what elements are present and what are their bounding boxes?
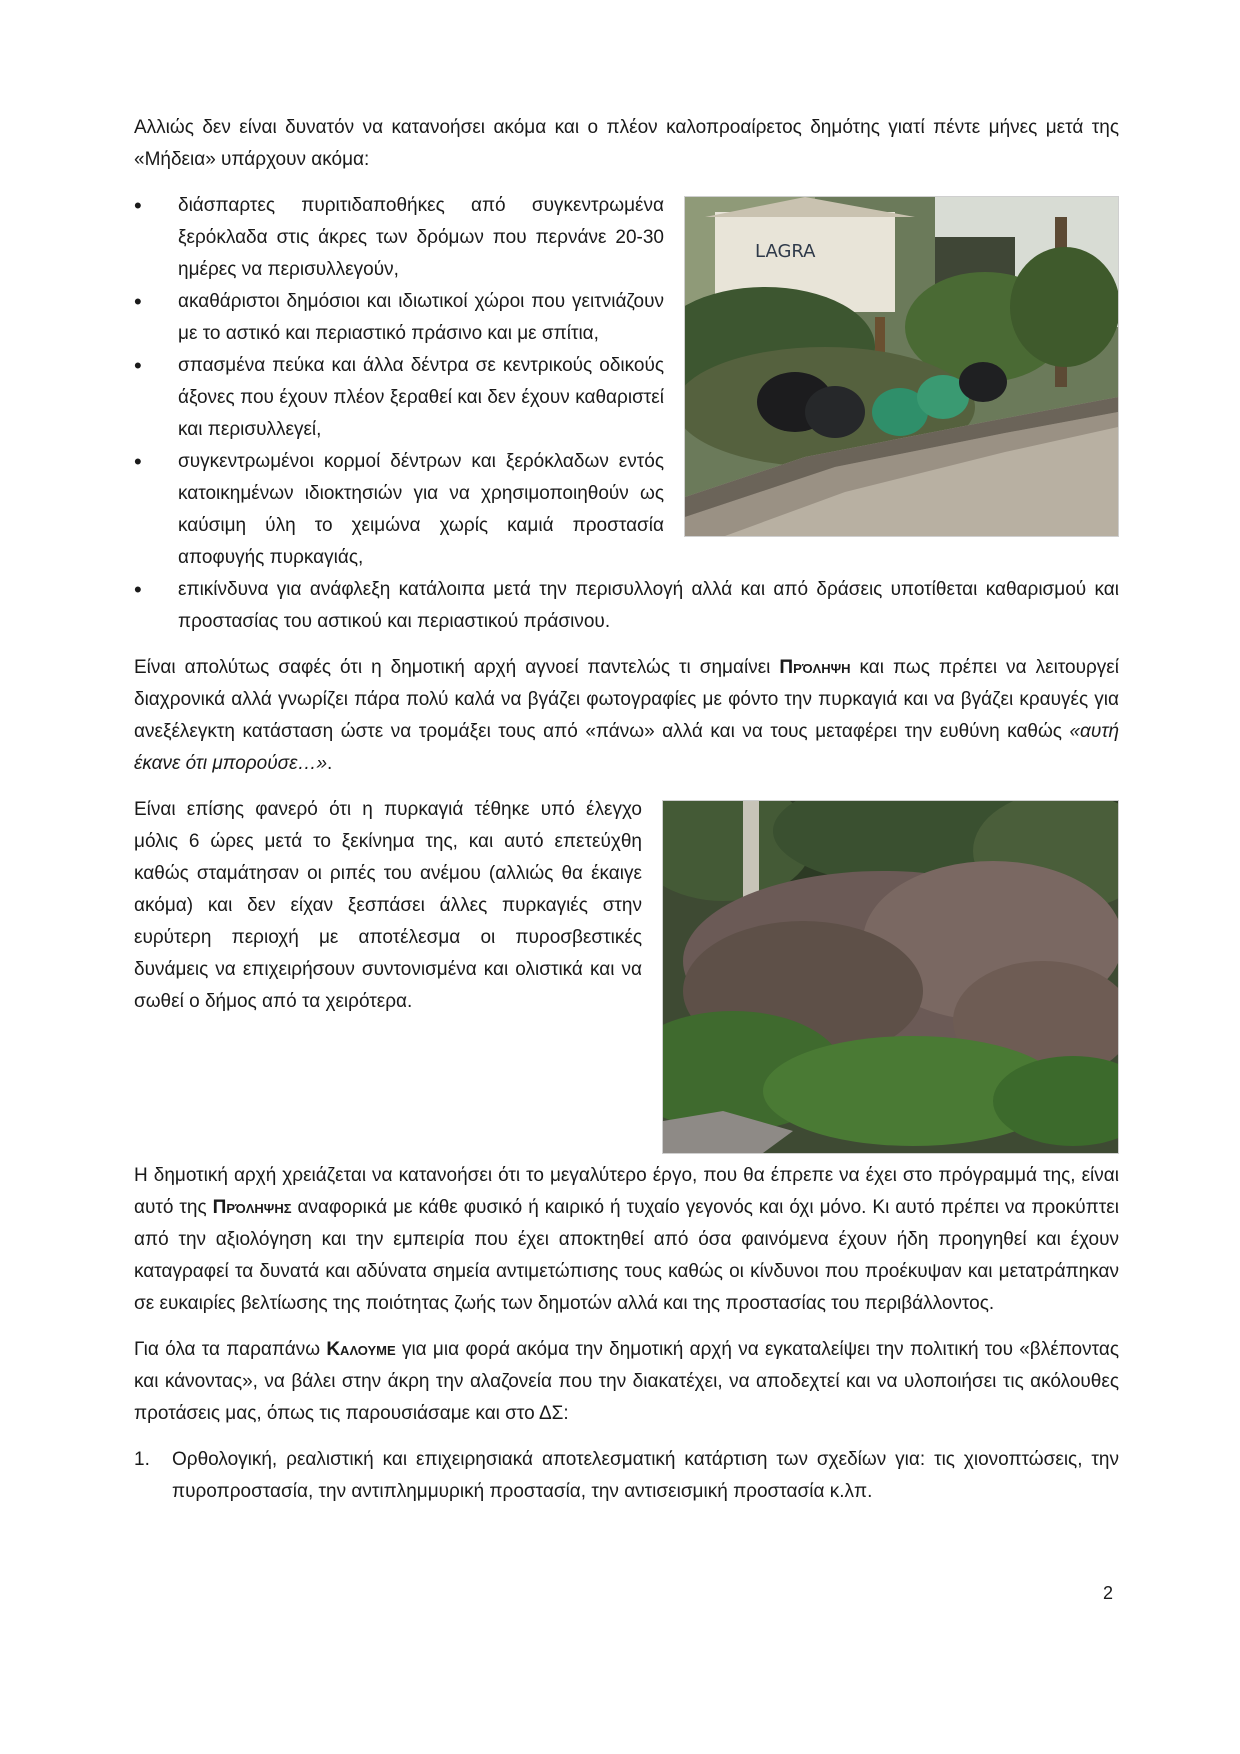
list-item (134, 1444, 1119, 1508)
page-number: 2 (1103, 1583, 1114, 1603)
para5-text-end: για μια φορά ακόμα την δημοτική αρχή να εγκαταλείψει την πολιτική του «βλέποντας και κάνοντας», να βάλει στην άκρη την αλαζονεία που την διακατέχει, να αποδεχτεί και να υλοποιήσει τις ακόλουθες προτάσεις μας, όπως τις παρουσιάσαμε και στο ΔΣ: (134, 1339, 1119, 1424)
list-item: • επικίνδυνα για ανάφλεξη κατάλοιπα μετά την περισυλλογή αλλά και από δράσεις υποτίθεται καθαρισμού και προστασίας του αστικού και περιαστικού πράσινου. (134, 574, 1119, 638)
bullet-list (134, 190, 1119, 638)
fire-control-paragraph: Είναι επίσης φανερό ότι η πυρκαγιά τέθηκε υπό έλεγχο μόλις 6 ώρες μετά το ξεκίνημα της, και αυτό επετεύχθη καθώς σταμάτησαν οι ριπές του ανέμου (αλλιώς θα έκαιγε ακόμα) και δεν είχαν ξεσπάσει άλλες πυρκαγιές στην ευρύτερη περιοχή με αποτέλεσμα οι πυροσβεστικές δυνάμεις να επιχειρήσουν συντονισμένα και ολιστικά και να σωθεί ο δήμος από τα χειρότερα. (134, 799, 642, 1012)
list-item: • ακαθάριστοι δημόσιοι και ιδιωτικοί χώροι που γειτνιάζουν με το αστικό και περιαστικό πράσινο και με σπίτια, (134, 286, 1119, 350)
graffiti-text: LAGRA (755, 241, 816, 262)
list-item-number: 1. (134, 1449, 150, 1470)
list-item: • διάσπαρτες πυριτιδαποθήκες από συγκεντρωμένα ξερόκλαδα στις άκρες των δρόμων που περνάνε 20-30 ημέρες να περισυλλεγούν, (134, 190, 1119, 286)
para4-text-end: αναφορικά με κάθε φυσικό ή καιρικό ή τυχαίο γεγονός και όχι μόνο. Κι αυτό πρέπει να προκύπτει από την αξιολόγηση και την εμπειρία που έχει αποκτηθεί από όσα φαινόμενα έχουν ήδη προηγηθεί και έχουν καταγραφεί τα δυνατά και αδύνατα σημεία αντιμετώπισης τους καθώς οι κίνδυνοι που προέκυψαν και μετατράπηκαν σε ευκαιρίες βελτίωσης της ποιότητας ζωής των δημοτών αλλά και της προστασίας του περιβάλλοντος. (134, 1197, 1119, 1314)
para2-text-middle: και πως πρέπει να λειτουργεί διαχρονικά αλλά γνωρίζει πάρα πολύ καλά να βγάζει φωτογραφίες με φόντο την πυρκαγιά και να βγάζει κραυγές για ανεξέλεγκτη κατάσταση ώστε να τρομάξει τους από «πάνω» αλλά και να τους μεταφέρει την ευθύνη καθώς (134, 657, 1119, 742)
para5-text-start: Για όλα τα παραπάνω (134, 1339, 327, 1360)
list-item-text: Ορθολογική, ρεαλιστική και επιχειρησιακά αποτελεσματική κατάρτιση των σχεδίων για: τις χιονοπτώσεις, την πυροπροστασία, την αντιπλημμυρική προστασία, την αντισεισμική προστασία κ.λπ. (172, 1449, 1119, 1502)
keyword-we-call: Καλουμε (326, 1339, 396, 1360)
keyword-prevention-genitive: Πρόληψης (212, 1197, 292, 1218)
proposals-list (134, 1444, 1119, 1508)
photo-dry-vegetation (662, 800, 1119, 1154)
prevention-work-paragraph (134, 1160, 1119, 1320)
keyword-prevention: Πρόληψη (779, 657, 851, 678)
call-to-action-paragraph (134, 1334, 1119, 1430)
para4-text-start: Η δημοτική αρχή χρειάζεται να κατανοήσει ότι το μεγαλύτερο έργο, που θα έπρεπε να έχει στο πρόγραμμά της, είναι αυτό της (134, 1165, 1119, 1218)
list-item: • συγκεντρωμένοι κορμοί δέντρων και ξερόκλαδων εντός κατοικημένων ιδιοκτησιών για να χρησιμοποιηθούν ως καύσιμη ύλη το χειμώνα χωρίς καμιά προστασία αποφυγής πυρκαγιάς, (134, 446, 1119, 574)
document-page (134, 112, 1119, 1508)
prevention-paragraph (134, 652, 1119, 780)
list-item: • σπασμένα πεύκα και άλλα δέντρα σε κεντρικούς οδικούς άξονες που έχουν πλέον ξεραθεί και δεν έχουν καθαριστεί και περισυλλεγεί, (134, 350, 1119, 446)
para2-text-end: . (327, 753, 333, 774)
quoted-phrase: «αυτή έκανε ότι μπορούσε…» (134, 721, 1119, 774)
photo-dry-vegetation-drawing (663, 801, 1118, 1153)
intro-paragraph: Αλλιώς δεν είναι δυνατόν να κατανοήσει ακόμα και ο πλέον καλοπροαίρετος δημότης γιατί πέντε μήνες μετά της «Μήδεια» υπάρχουν ακόμα: (134, 117, 1119, 170)
para2-text-start: Είναι απολύτως σαφές ότι η δημοτική αρχή αγνοεί παντελώς τι σημαίνει (134, 657, 780, 678)
